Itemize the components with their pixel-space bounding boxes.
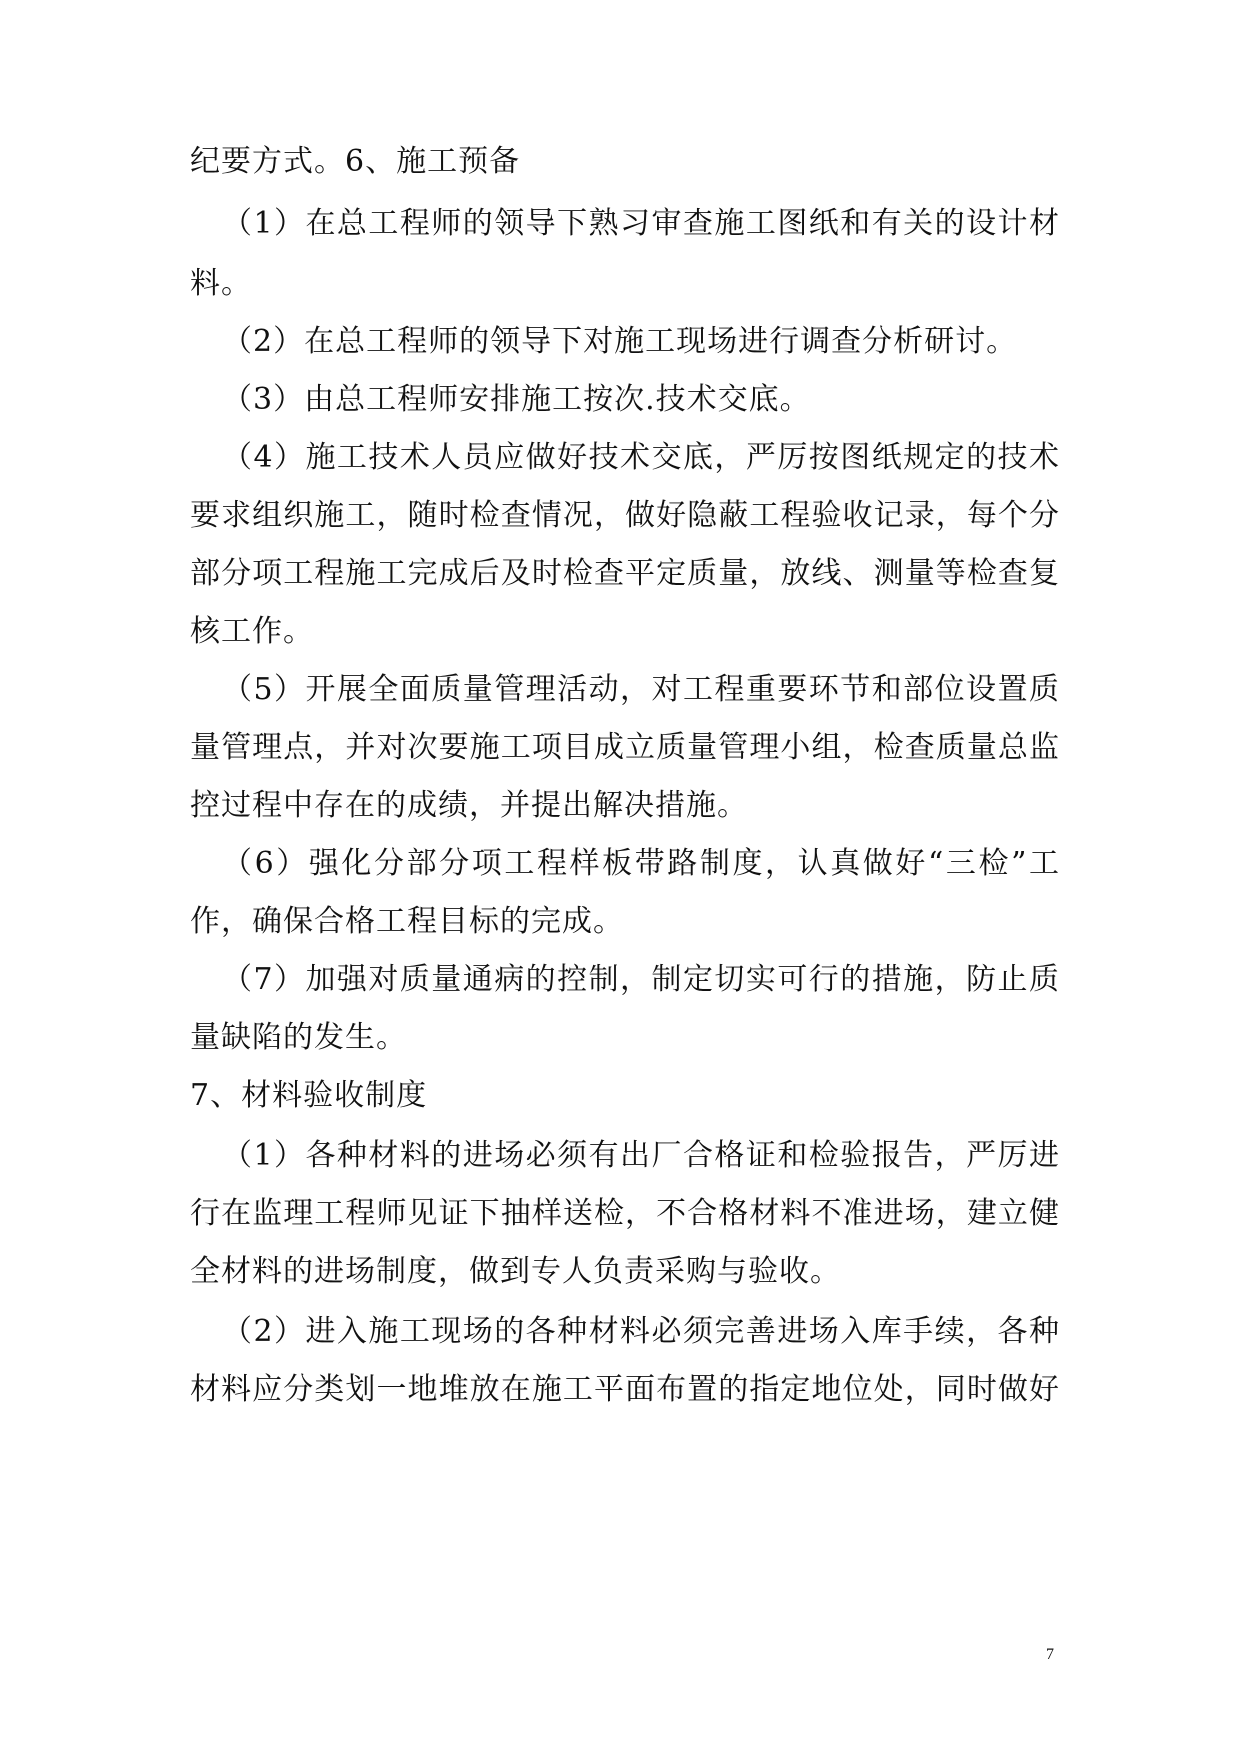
body-line-3: 料。 — [190, 266, 252, 301]
body-line-22: 材料应分类划一地堆放在施工平面布置的指定地位处，同时做好 — [190, 1372, 1060, 1407]
body-line-19: 行在监理工程师见证下抽样送检，不合格材料不准进场，建立健 — [190, 1196, 1060, 1231]
body-line-2: （1）在总工程师的领导下熟习审查施工图纸和有关的设计材 — [222, 206, 1060, 241]
body-line-13: （6）强化分部分项工程样板带路制度，认真做好“三检”工 — [222, 846, 1060, 881]
body-line-14: 作，确保合格工程目标的完成。 — [190, 904, 624, 939]
body-line-7: 要求组织施工，随时检查情况，做好隐蔽工程验收记录，每个分 — [190, 498, 1060, 533]
body-line-15: （7）加强对质量通病的控制，制定切实可行的措施，防止质 — [222, 962, 1060, 997]
body-line-4: （2）在总工程师的领导下对施工现场进行调查分析研讨。 — [222, 324, 1018, 359]
body-line-6: （4）施工技术人员应做好技术交底，严厉按图纸规定的技术 — [222, 440, 1060, 475]
section-heading-7: 7、材料验收制度 — [190, 1078, 428, 1113]
body-line-20: 全材料的进场制度，做到专人负责采购与验收。 — [190, 1254, 841, 1289]
body-line-11: 量管理点，并对次要施工项目成立质量管理小组，检查质量总监 — [190, 730, 1060, 765]
body-line-1: 纪要方式。6、施工预备 — [190, 144, 521, 179]
body-line-9: 核工作。 — [190, 614, 314, 649]
body-line-21: （2）进入施工现场的各种材料必须完善进场入库手续，各种 — [222, 1314, 1060, 1349]
body-line-16: 量缺陷的发生。 — [190, 1020, 407, 1055]
body-line-8: 部分项工程施工完成后及时检查平定质量，放线、测量等检查复 — [190, 556, 1060, 591]
body-line-10: （5）开展全面质量管理活动，对工程重要环节和部位设置质 — [222, 672, 1060, 707]
body-line-12: 控过程中存在的成绩，并提出解决措施。 — [190, 788, 748, 823]
page-number: 7 — [1046, 1646, 1054, 1663]
body-line-5: （3）由总工程师安排施工按次.技术交底。 — [222, 382, 811, 417]
body-line-18: （1）各种材料的进场必须有出厂合格证和检验报告，严厉进 — [222, 1138, 1060, 1173]
